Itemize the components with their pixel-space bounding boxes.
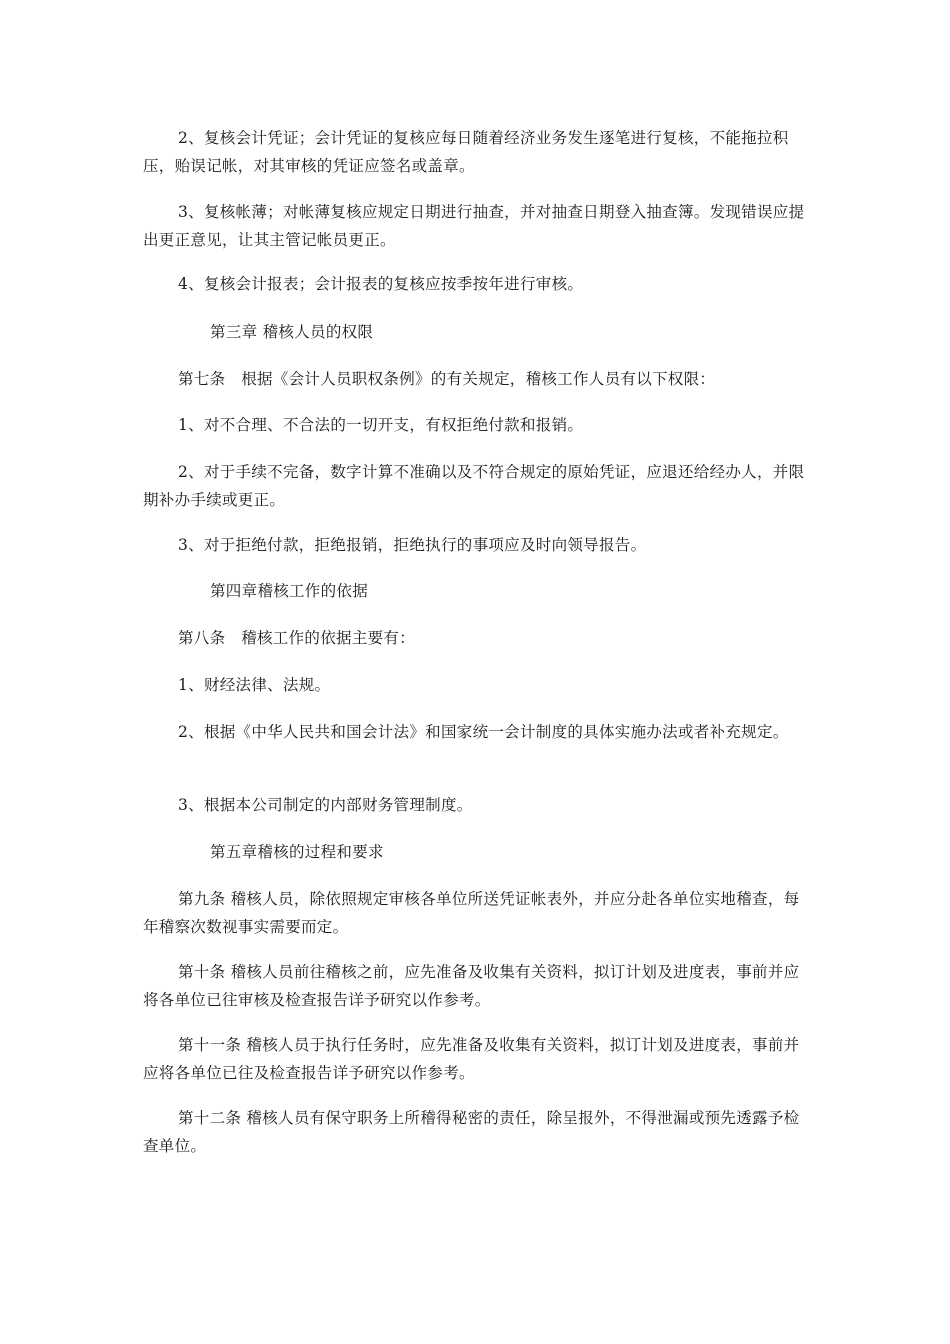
paragraph-review-reports: 4、复核会计报表；会计报表的复核应按季按年进行审核。 [178, 275, 584, 293]
paragraph-authority-1: 1、对不合理、不合法的一切开支，有权拒绝付款和报销。 [178, 416, 584, 434]
article-12: 第十二条 稽核人员有保守职务上所稽得秘密的责任，除呈报外，不得泄漏或预先透露予检查单位。 [143, 1109, 800, 1155]
paragraph-authority-3: 3、对于拒绝付款，拒绝报销，拒绝执行的事项应及时向领导报告。 [178, 536, 647, 554]
paragraph-review-vouchers: 2、复核会计凭证；会计凭证的复核应每日随着经济业务发生逐笔进行复核，不能拖拉积压，贻误记帐，对其审核的凭证应签名或盖章。 [143, 129, 789, 175]
paragraph-review-ledgers: 3、复核帐薄；对帐薄复核应规定日期进行抽查，并对抽查日期登入抽查簿。发现错误应提出更正意见，让其主管记帐员更正。 [143, 203, 805, 249]
paragraph-basis-3: 3、根据本公司制定的内部财务管理制度。 [178, 796, 473, 814]
article-10: 第十条 稽核人员前往稽核之前，应先准备及收集有关资料，拟订计划及进度表，事前并应将各单位已往审核及检查报告详予研究以作参考。 [143, 963, 800, 1009]
article-7: 第七条 根据《会计人员职权条例》的有关规定，稽核工作人员有以下权限： [178, 370, 716, 388]
paragraph-basis-1: 1、财经法律、法规。 [178, 676, 331, 694]
article-9: 第九条 稽核人员，除依照规定审核各单位所送凭证帐表外，并应分赴各单位实地稽查，每年稽察次数视事实需要而定。 [143, 890, 800, 936]
article-8: 第八条 稽核工作的依据主要有： [178, 629, 416, 647]
chapter-heading-3: 第三章 稽核人员的权限 [210, 323, 374, 341]
article-11: 第十一条 稽核人员于执行任务时，应先准备及收集有关资料，拟订计划及进度表，事前并应将各单位已往及检查报告详予研究以作参考。 [143, 1036, 800, 1082]
chapter-heading-5: 第五章稽核的过程和要求 [210, 843, 384, 861]
paragraph-basis-2: 2、根据《中华人民共和国会计法》和国家统一会计制度的具体实施办法或者补充规定。 [178, 723, 789, 741]
chapter-heading-4: 第四章稽核工作的依据 [210, 582, 369, 600]
paragraph-authority-2: 2、对于手续不完备，数字计算不准确以及不符合规定的原始凭证，应退还给经办人，并限期补办手续或更正。 [143, 463, 805, 509]
